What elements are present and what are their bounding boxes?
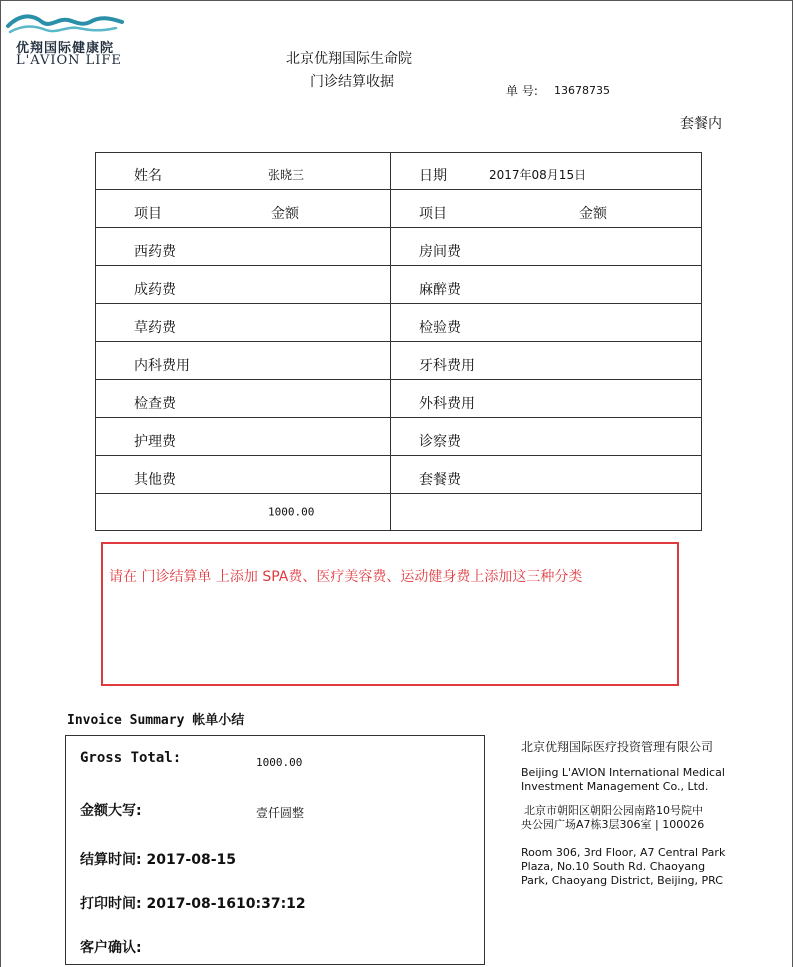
- fee-item-label: 检查费: [134, 395, 176, 412]
- company-address-en-1: Room 306, 3rd Floor, A7 Central Park: [521, 846, 726, 859]
- fee-row-right: [391, 304, 702, 342]
- item-header-left: 项目: [134, 205, 162, 222]
- logo-text-cn: 优翔国际健康院: [16, 41, 115, 56]
- header-cell-left: [96, 190, 391, 228]
- fee-item-label: 内科费用: [134, 357, 190, 374]
- gross-total-value: 1000.00: [256, 756, 303, 769]
- fee-row-right: [391, 342, 702, 380]
- amount-words-label: 金额大写:: [80, 803, 142, 819]
- document-title: 门诊结算收据: [310, 74, 394, 90]
- company-name-en-1: Beijing L'AVION International Medical: [521, 766, 725, 779]
- fee-row-left: [96, 304, 391, 342]
- fees-table: [95, 152, 702, 531]
- fee-item-label: 房间费: [419, 243, 461, 260]
- name-label: 姓名: [134, 168, 162, 184]
- total-cell-right: [391, 494, 702, 531]
- logo-text-en: L'AVION LIFE: [16, 53, 122, 68]
- name-cell: [96, 153, 391, 190]
- customer-confirm: 客户确认:: [80, 940, 142, 956]
- fee-item-label: 外科费用: [419, 395, 475, 412]
- wave-logo-icon: [6, 8, 124, 38]
- date-cell: [391, 153, 702, 190]
- fee-item-label: 成药费: [134, 281, 176, 298]
- fee-row-left: [96, 342, 391, 380]
- amount-header-left: 金额: [271, 205, 299, 222]
- fee-row-left: [96, 266, 391, 304]
- fee-row-left: [96, 228, 391, 266]
- settle-time: 结算时间: 2017-08-15: [80, 852, 237, 868]
- amount-words-value: 壹仟圆整: [256, 806, 305, 820]
- print-time: 打印时间: 2017-08-1610:37:12: [80, 896, 306, 912]
- company-name-cn: 北京优翔国际医疗投资管理有限公司: [521, 740, 714, 754]
- package-tag: 套餐内: [680, 116, 722, 132]
- fee-row-right: [391, 380, 702, 418]
- fee-row-right: [391, 456, 702, 494]
- fee-row-left: [96, 456, 391, 494]
- company-name-en-2: Investment Management Co., Ltd.: [521, 780, 709, 793]
- fee-item-label: 护理费: [134, 433, 176, 450]
- fee-item-label: 套餐费: [419, 471, 461, 488]
- fee-item-label: 牙科费用: [419, 357, 475, 374]
- company-address-en-2: Plaza, No.10 South Rd. Chaoyang: [521, 860, 706, 873]
- company-address-cn-1: 北京市朝阳区朝阳公园南路10号院中: [524, 804, 703, 817]
- fee-item-label: 麻醉费: [419, 281, 461, 298]
- hospital-name: 北京优翔国际生命院: [286, 51, 412, 67]
- fee-item-label: 草药费: [134, 319, 176, 336]
- fee-item-label: 诊察费: [419, 433, 461, 450]
- fee-row-right: [391, 228, 702, 266]
- fee-row-right: [391, 418, 702, 456]
- fee-item-label: 检验费: [419, 319, 461, 336]
- receipt-number-label: 单 号:: [506, 84, 538, 98]
- amount-header-right: 金额: [579, 205, 607, 222]
- total-amount: 1000.00: [268, 505, 315, 519]
- summary-box: [65, 735, 485, 965]
- gross-total-label: Gross Total:: [80, 750, 182, 766]
- fee-row-left: [96, 380, 391, 418]
- receipt-number: 13678735: [554, 84, 610, 97]
- company-address-en-3: Park, Chaoyang District, Beijing, PRC: [521, 874, 723, 887]
- patient-name: 张晓三: [268, 167, 305, 182]
- summary-heading: Invoice Summary 帐单小结: [67, 713, 245, 728]
- annotation-box: [101, 542, 679, 686]
- total-cell: [96, 494, 391, 531]
- annotation-text: 请在 门诊结算单 上添加 SPA费、医疗美容费、运动健身费上添加这三种分类: [109, 569, 583, 585]
- fee-row-right: [391, 266, 702, 304]
- fee-item-label: 其他费: [134, 471, 176, 488]
- company-address-cn-2: 央公园广场A7栋3层306室 | 100026: [521, 818, 705, 831]
- date-label: 日期: [419, 168, 447, 184]
- fee-item-label: 西药费: [134, 243, 176, 260]
- item-header-right: 项目: [419, 205, 447, 222]
- fee-row-left: [96, 418, 391, 456]
- visit-date: 2017年08月15日: [489, 167, 587, 182]
- header-cell-right: [391, 190, 702, 228]
